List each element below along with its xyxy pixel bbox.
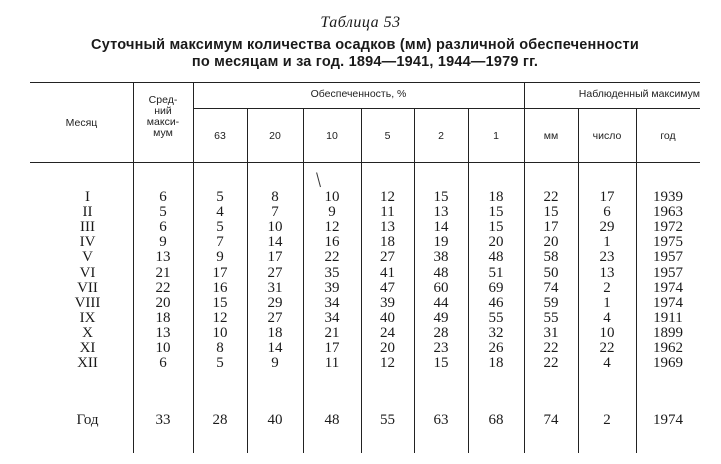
cell-p63-annual: 28 bbox=[212, 412, 228, 428]
title-line-2: по месяцам и за год. 1894—1941, 1944—1979 гг. bbox=[191, 54, 539, 70]
cell-mm: 22 bbox=[543, 355, 559, 372]
header-p5: 5 bbox=[384, 130, 391, 142]
cell-p63: 5 bbox=[216, 355, 224, 372]
cell-p10: 34 bbox=[324, 294, 340, 311]
cell-p1: 48 bbox=[488, 249, 504, 266]
month-label: IV bbox=[79, 234, 96, 251]
header-mean-max: Сред- ний макси- мум bbox=[146, 94, 180, 139]
cell-p10: 35 bbox=[324, 264, 340, 281]
cell-p2: 19 bbox=[433, 234, 449, 251]
cell-mean: 6 bbox=[159, 189, 167, 205]
cell-p5: 47 bbox=[380, 279, 395, 296]
cell-year: 1975 bbox=[653, 234, 683, 251]
cell-day: 29 bbox=[599, 219, 615, 236]
cell-p2: 48 bbox=[433, 264, 449, 281]
cell-mean: 6 bbox=[159, 219, 167, 236]
cell-mm: 55 bbox=[543, 309, 559, 326]
cell-mean: 22 bbox=[155, 279, 171, 296]
cell-mm: 20 bbox=[543, 234, 559, 251]
cell-year: 1962 bbox=[653, 340, 683, 356]
header-p2: 2 bbox=[438, 130, 444, 142]
cell-mm: 50 bbox=[543, 264, 559, 281]
cell-p63: 7 bbox=[216, 234, 224, 251]
cell-p10: 16 bbox=[324, 234, 340, 251]
cell-p5: 24 bbox=[380, 324, 395, 341]
cell-mm: 58 bbox=[543, 249, 559, 266]
print-mark bbox=[316, 172, 323, 187]
table-title bbox=[30, 37, 700, 71]
cell-p2: 15 bbox=[433, 355, 449, 372]
cell-mm: 59 bbox=[543, 294, 559, 311]
header-p1: 1 bbox=[493, 130, 499, 142]
cell-p1: 18 bbox=[488, 189, 504, 205]
cell-p10: 39 bbox=[324, 279, 340, 296]
month-label: VIII bbox=[74, 294, 101, 311]
cell-p1: 18 bbox=[488, 355, 504, 372]
cell-p1: 69 bbox=[488, 279, 504, 296]
cell-mean: 10 bbox=[155, 340, 171, 356]
cell-year-annual: 1974 bbox=[653, 412, 683, 428]
cell-year: 1969 bbox=[653, 355, 683, 372]
cell-p1: 46 bbox=[488, 294, 504, 311]
cell-p20-annual: 40 bbox=[267, 412, 283, 428]
cell-p20: 9 bbox=[271, 355, 279, 372]
month-label: VI bbox=[79, 264, 96, 281]
cell-p63: 4 bbox=[216, 204, 224, 221]
header-p20: 20 bbox=[269, 130, 281, 142]
cell-p10-annual: 48 bbox=[324, 412, 340, 428]
month-label: XI bbox=[79, 340, 96, 356]
header-probability-group: Обеспеченность, % bbox=[310, 88, 407, 100]
cell-mean: 18 bbox=[155, 309, 171, 326]
cell-p63: 5 bbox=[216, 189, 224, 205]
cell-p5: 20 bbox=[380, 340, 395, 356]
cell-p2-annual: 63 bbox=[433, 412, 449, 428]
cell-mm: 22 bbox=[543, 189, 559, 205]
cell-p63: 9 bbox=[216, 249, 224, 266]
cell-p5: 18 bbox=[380, 234, 395, 251]
cell-mm: 22 bbox=[543, 340, 559, 356]
header-p10: 10 bbox=[326, 130, 338, 142]
cell-year: 1957 bbox=[653, 249, 683, 266]
cell-p5: 11 bbox=[380, 204, 395, 221]
cell-p5: 39 bbox=[380, 294, 395, 311]
cell-mean: 9 bbox=[159, 234, 167, 251]
month-label: I bbox=[85, 189, 90, 205]
header-mm: мм bbox=[543, 130, 559, 142]
cell-p1: 32 bbox=[488, 324, 504, 341]
cell-mm-annual: 74 bbox=[543, 412, 559, 428]
cell-mm: 15 bbox=[543, 204, 559, 221]
cell-mm: 31 bbox=[543, 324, 559, 341]
cell-p5: 40 bbox=[380, 309, 395, 326]
cell-p1-annual: 68 bbox=[488, 412, 504, 428]
cell-year: 1972 bbox=[653, 219, 683, 236]
cell-day: 23 bbox=[599, 249, 615, 266]
cell-p2: 13 bbox=[433, 204, 449, 221]
cell-p10: 21 bbox=[324, 324, 340, 341]
header-bottom-rule bbox=[30, 162, 700, 163]
cell-year: 1899 bbox=[653, 324, 683, 341]
cell-p63: 15 bbox=[212, 294, 228, 311]
month-label: XII bbox=[77, 355, 98, 372]
cell-p2: 15 bbox=[433, 189, 449, 205]
cell-p20: 31 bbox=[267, 279, 283, 296]
cell-p20: 7 bbox=[271, 204, 279, 221]
cell-p1: 51 bbox=[488, 264, 504, 281]
cell-p5: 27 bbox=[380, 249, 395, 266]
month-label: II bbox=[82, 204, 93, 221]
cell-p63: 16 bbox=[212, 279, 228, 296]
cell-mean: 13 bbox=[155, 324, 171, 341]
cell-day-annual: 2 bbox=[603, 412, 611, 428]
cell-year: 1911 bbox=[653, 309, 683, 326]
header-p63: 63 bbox=[214, 130, 226, 142]
cell-p1: 26 bbox=[488, 340, 504, 356]
cell-p2: 49 bbox=[433, 309, 449, 326]
cell-mean: 21 bbox=[155, 264, 171, 281]
header-observed-group: Наблюденный максимум bbox=[578, 88, 700, 100]
table-caption: Таблица 53 bbox=[320, 14, 401, 31]
cell-p2: 28 bbox=[433, 324, 449, 341]
cell-p5-annual: 55 bbox=[380, 412, 395, 428]
cell-p1: 55 bbox=[488, 309, 504, 326]
cell-p2: 60 bbox=[433, 279, 449, 296]
cell-p63: 17 bbox=[212, 264, 228, 281]
cell-p20: 17 bbox=[267, 249, 283, 266]
cell-p20: 27 bbox=[267, 309, 283, 326]
cell-p2: 38 bbox=[433, 249, 449, 266]
cell-year: 1963 bbox=[653, 204, 683, 221]
cell-p63: 8 bbox=[216, 340, 224, 356]
header-group-rule bbox=[193, 108, 700, 109]
cell-p1: 15 bbox=[488, 219, 504, 236]
cell-p2: 23 bbox=[433, 340, 449, 356]
cell-day: 17 bbox=[599, 189, 615, 205]
cell-year: 1957 bbox=[653, 264, 683, 281]
cell-p20: 29 bbox=[267, 294, 283, 311]
month-label: VII bbox=[77, 279, 98, 296]
cell-p63: 5 bbox=[216, 219, 224, 236]
cell-year: 1939 bbox=[653, 189, 683, 205]
cell-p5: 41 bbox=[380, 264, 395, 281]
cell-p20: 18 bbox=[267, 324, 283, 341]
header-month: Месяц bbox=[65, 117, 98, 129]
title-line-1: Суточный максимум количества осадков (мм) различной обеспеченности bbox=[91, 37, 639, 53]
cell-p20: 14 bbox=[267, 234, 283, 251]
cell-day: 6 bbox=[603, 204, 611, 221]
cell-p10: 17 bbox=[324, 340, 340, 356]
cell-p10: 10 bbox=[324, 189, 340, 205]
cell-p1: 20 bbox=[488, 234, 504, 251]
cell-p63: 10 bbox=[212, 324, 228, 341]
month-label: IX bbox=[79, 309, 96, 326]
cell-year: 1974 bbox=[653, 294, 683, 311]
cell-year: 1974 bbox=[653, 279, 683, 296]
header-day: число bbox=[592, 130, 622, 142]
cell-day: 2 bbox=[603, 279, 611, 296]
table-top-rule bbox=[30, 82, 700, 83]
month-label: X bbox=[82, 324, 93, 341]
cell-p5: 12 bbox=[380, 189, 395, 205]
cell-p20: 10 bbox=[267, 219, 283, 236]
cell-p2: 14 bbox=[433, 219, 449, 236]
cell-day: 10 bbox=[599, 324, 615, 341]
cell-p10: 22 bbox=[324, 249, 340, 266]
cell-mean: 20 bbox=[155, 294, 171, 311]
cell-day: 4 bbox=[603, 355, 611, 372]
cell-p10: 9 bbox=[328, 204, 336, 221]
cell-day: 4 bbox=[603, 309, 611, 326]
cell-mm: 74 bbox=[543, 279, 559, 296]
cell-mean-annual: 33 bbox=[155, 412, 171, 428]
month-label-annual: Год bbox=[76, 412, 99, 428]
header-year: год bbox=[660, 130, 676, 142]
cell-p5: 12 bbox=[380, 355, 395, 372]
cell-p10: 12 bbox=[324, 219, 340, 236]
cell-day: 13 bbox=[599, 264, 615, 281]
month-label: V bbox=[82, 249, 93, 266]
month-label: III bbox=[80, 219, 95, 236]
cell-p5: 13 bbox=[380, 219, 395, 236]
cell-p10: 11 bbox=[324, 355, 340, 372]
cell-day: 1 bbox=[603, 234, 611, 251]
cell-mm: 17 bbox=[543, 219, 559, 236]
cell-p20: 8 bbox=[271, 189, 279, 205]
cell-p63: 12 bbox=[212, 309, 228, 326]
cell-mean: 13 bbox=[155, 249, 171, 266]
cell-p1: 15 bbox=[488, 204, 504, 221]
cell-day: 1 bbox=[603, 294, 611, 311]
cell-p2: 44 bbox=[433, 294, 449, 311]
cell-p10: 34 bbox=[324, 309, 340, 326]
cell-day: 22 bbox=[599, 340, 615, 356]
cell-p20: 27 bbox=[267, 264, 283, 281]
cell-p20: 14 bbox=[267, 340, 283, 356]
cell-mean: 5 bbox=[159, 204, 167, 221]
cell-mean: 6 bbox=[159, 355, 167, 372]
